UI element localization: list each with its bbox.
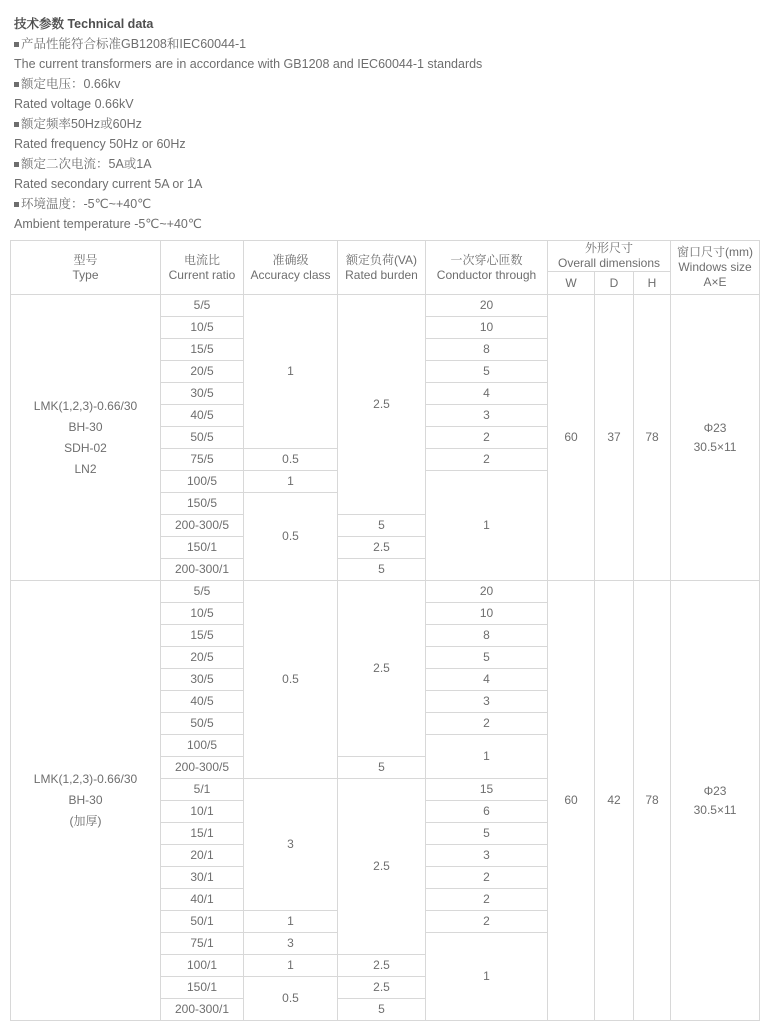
cell-conductor-through: 4 — [426, 669, 548, 691]
intro-line-text: Rated voltage 0.66kV — [14, 97, 134, 111]
cell-windows-size — [671, 295, 760, 581]
header-type — [11, 241, 161, 295]
header-row-primary — [11, 241, 760, 272]
intro-line-4 — [14, 94, 780, 114]
technical-data-intro — [0, 0, 780, 234]
cell-current-ratio: 50/5 — [161, 713, 244, 735]
intro-line-text: 额定频率50Hz或60Hz — [21, 117, 142, 131]
cell-current-ratio: 20/5 — [161, 647, 244, 669]
header-overall-cn: 外形尺寸 — [585, 241, 634, 255]
header-overall-dimensions — [548, 241, 671, 272]
type-line: BH-30 — [68, 793, 103, 807]
cell-current-ratio: 100/5 — [161, 735, 244, 757]
header-dim-h: H — [634, 272, 671, 295]
header-overall-en: Overall dimensions — [557, 256, 661, 270]
cell-dim-d: 37 — [595, 295, 634, 581]
header-rated-burden — [338, 241, 426, 295]
cell-accuracy-class: 1 — [244, 295, 338, 449]
cell-conductor-through: 20 — [426, 295, 548, 317]
windows-size-line: 30.5×11 — [693, 439, 737, 454]
intro-line-text: Rated secondary current 5A or 1A — [14, 177, 203, 191]
intro-line-text: Ambient temperature -5℃~+40℃ — [14, 217, 202, 231]
type-line: (加厚) — [69, 814, 102, 828]
cell-dim-h: 78 — [634, 581, 671, 1021]
cell-conductor-through: 3 — [426, 691, 548, 713]
cell-current-ratio: 200-300/5 — [161, 757, 244, 779]
cell-type — [11, 581, 161, 1021]
cell-conductor-through: 2 — [426, 427, 548, 449]
cell-conductor-through: 20 — [426, 581, 548, 603]
cell-current-ratio: 100/1 — [161, 955, 244, 977]
cell-conductor-through: 8 — [426, 625, 548, 647]
cell-current-ratio: 40/5 — [161, 691, 244, 713]
cell-current-ratio: 150/1 — [161, 977, 244, 999]
table-row — [11, 581, 760, 603]
cell-conductor-through: 1 — [426, 471, 548, 581]
cell-current-ratio: 15/1 — [161, 823, 244, 845]
type-line: LMK(1,2,3)-0.66/30 — [33, 398, 138, 413]
spec-table-wrap — [0, 234, 780, 1021]
cell-conductor-through: 1 — [426, 735, 548, 779]
square-bullet-icon — [14, 202, 19, 207]
cell-rated-burden: 5 — [338, 999, 426, 1021]
cell-rated-burden: 5 — [338, 515, 426, 537]
cell-current-ratio: 150/5 — [161, 493, 244, 515]
cell-current-ratio: 40/1 — [161, 889, 244, 911]
cell-rated-burden: 2.5 — [338, 955, 426, 977]
windows-size-line: Φ23 — [703, 783, 727, 798]
cell-conductor-through: 4 — [426, 383, 548, 405]
cell-conductor-through: 5 — [426, 823, 548, 845]
header-windows-size — [671, 241, 760, 295]
cell-conductor-through: 10 — [426, 317, 548, 339]
cell-current-ratio: 10/1 — [161, 801, 244, 823]
cell-accuracy-class: 1 — [244, 911, 338, 933]
header-type-cn: 型号 — [73, 252, 98, 267]
cell-conductor-through: 2 — [426, 911, 548, 933]
cell-conductor-through: 3 — [426, 845, 548, 867]
intro-line-10 — [14, 214, 780, 234]
cell-rated-burden: 2.5 — [338, 779, 426, 955]
square-bullet-icon — [14, 122, 19, 127]
cell-current-ratio: 15/5 — [161, 625, 244, 647]
cell-current-ratio: 200-300/1 — [161, 559, 244, 581]
cell-conductor-through: 8 — [426, 339, 548, 361]
cell-current-ratio: 150/1 — [161, 537, 244, 559]
square-bullet-icon — [14, 42, 19, 47]
cell-conductor-through: 2 — [426, 449, 548, 471]
cell-dim-d: 42 — [595, 581, 634, 1021]
cell-current-ratio: 75/5 — [161, 449, 244, 471]
cell-dim-w: 60 — [548, 295, 595, 581]
cell-type — [11, 295, 161, 581]
intro-line-text: 额定电压：0.66kv — [21, 77, 121, 91]
square-bullet-icon — [14, 162, 19, 167]
intro-line-text: 额定二次电流：5A或1A — [21, 157, 152, 171]
cell-rated-burden: 2.5 — [338, 977, 426, 999]
cell-current-ratio: 200-300/1 — [161, 999, 244, 1021]
header-conductor-through — [426, 241, 548, 295]
cell-current-ratio: 5/5 — [161, 295, 244, 317]
cell-current-ratio: 50/1 — [161, 911, 244, 933]
cell-current-ratio: 10/5 — [161, 317, 244, 339]
cell-windows-size — [671, 581, 760, 1021]
header-ratio-en: Current ratio — [168, 267, 236, 282]
cell-current-ratio: 30/1 — [161, 867, 244, 889]
intro-line-9 — [14, 194, 780, 214]
cell-dim-h: 78 — [634, 295, 671, 581]
cell-accuracy-class: 3 — [244, 933, 338, 955]
cell-current-ratio: 40/5 — [161, 405, 244, 427]
cell-current-ratio: 20/1 — [161, 845, 244, 867]
cell-conductor-through: 2 — [426, 713, 548, 735]
cell-rated-burden: 2.5 — [338, 295, 426, 515]
cell-current-ratio: 30/5 — [161, 383, 244, 405]
header-conductor-cn: 一次穿心匝数 — [450, 252, 523, 267]
header-current-ratio — [161, 241, 244, 295]
cell-rated-burden: 5 — [338, 757, 426, 779]
technical-spec-table — [10, 240, 760, 1021]
intro-line-3 — [14, 74, 780, 94]
header-burden-en: Rated burden — [345, 267, 418, 282]
intro-line-text: 产品性能符合标准GB1208和IEC60044-1 — [21, 37, 247, 51]
intro-line-text: Rated frequency 50Hz or 60Hz — [14, 137, 186, 151]
table-header — [11, 241, 760, 295]
table-body — [11, 295, 760, 1021]
cell-current-ratio: 5/5 — [161, 581, 244, 603]
type-line: SDH-02 — [64, 440, 107, 455]
header-dim-w: W — [548, 272, 595, 295]
cell-current-ratio: 5/1 — [161, 779, 244, 801]
intro-line-text: 技术参数 Technical data — [14, 17, 154, 31]
cell-accuracy-class: 0.5 — [244, 977, 338, 1021]
header-accuracy-cn: 准确级 — [272, 252, 309, 267]
intro-line-5 — [14, 114, 780, 134]
cell-accuracy-class: 0.5 — [244, 581, 338, 779]
header-windows-cn: 窗口尺寸(mm) — [677, 245, 754, 259]
type-line: LN2 — [74, 461, 97, 476]
type-line: BH-30 — [68, 419, 103, 434]
intro-line-2 — [14, 54, 780, 74]
header-accuracy-class — [244, 241, 338, 295]
cell-conductor-through: 10 — [426, 603, 548, 625]
cell-current-ratio: 10/5 — [161, 603, 244, 625]
header-conductor-en: Conductor through — [436, 267, 537, 282]
intro-line-7 — [14, 154, 780, 174]
cell-dim-w: 60 — [548, 581, 595, 1021]
cell-accuracy-class: 0.5 — [244, 449, 338, 471]
cell-current-ratio: 15/5 — [161, 339, 244, 361]
cell-conductor-through: 5 — [426, 361, 548, 383]
cell-current-ratio: 20/5 — [161, 361, 244, 383]
cell-rated-burden: 2.5 — [338, 581, 426, 757]
header-ratio-cn: 电流比 — [183, 252, 220, 267]
cell-current-ratio: 200-300/5 — [161, 515, 244, 537]
header-windows-en: Windows size — [678, 260, 752, 274]
cell-conductor-through: 5 — [426, 647, 548, 669]
windows-size-line: Φ23 — [703, 420, 727, 435]
windows-size-line: 30.5×11 — [693, 802, 737, 817]
cell-rated-burden: 5 — [338, 559, 426, 581]
cell-current-ratio: 50/5 — [161, 427, 244, 449]
header-type-en: Type — [72, 267, 99, 282]
header-burden-cn: 额定负荷(VA) — [345, 252, 418, 267]
cell-accuracy-class: 1 — [244, 471, 338, 493]
cell-rated-burden: 2.5 — [338, 537, 426, 559]
cell-conductor-through: 2 — [426, 867, 548, 889]
cell-conductor-through: 6 — [426, 801, 548, 823]
cell-accuracy-class: 1 — [244, 955, 338, 977]
cell-accuracy-class: 3 — [244, 779, 338, 911]
header-windows-sub: A×E — [703, 275, 727, 289]
intro-line-text: 环境温度：-5℃~+40℃ — [21, 197, 152, 211]
cell-accuracy-class: 0.5 — [244, 493, 338, 581]
cell-conductor-through: 15 — [426, 779, 548, 801]
cell-current-ratio: 30/5 — [161, 669, 244, 691]
intro-line-8 — [14, 174, 780, 194]
header-dim-d: D — [595, 272, 634, 295]
cell-conductor-through: 3 — [426, 405, 548, 427]
cell-conductor-through: 2 — [426, 889, 548, 911]
table-row — [11, 295, 760, 317]
cell-conductor-through: 1 — [426, 933, 548, 1021]
square-bullet-icon — [14, 82, 19, 87]
cell-current-ratio: 100/5 — [161, 471, 244, 493]
intro-line-text: The current transformers are in accordance with GB1208 and IEC60044-1 standards — [14, 57, 483, 71]
intro-line-1 — [14, 34, 780, 54]
intro-line-0 — [14, 14, 780, 34]
cell-current-ratio: 75/1 — [161, 933, 244, 955]
header-accuracy-en: Accuracy class — [250, 267, 331, 282]
type-line: LMK(1,2,3)-0.66/30 — [33, 772, 138, 786]
intro-line-6 — [14, 134, 780, 154]
